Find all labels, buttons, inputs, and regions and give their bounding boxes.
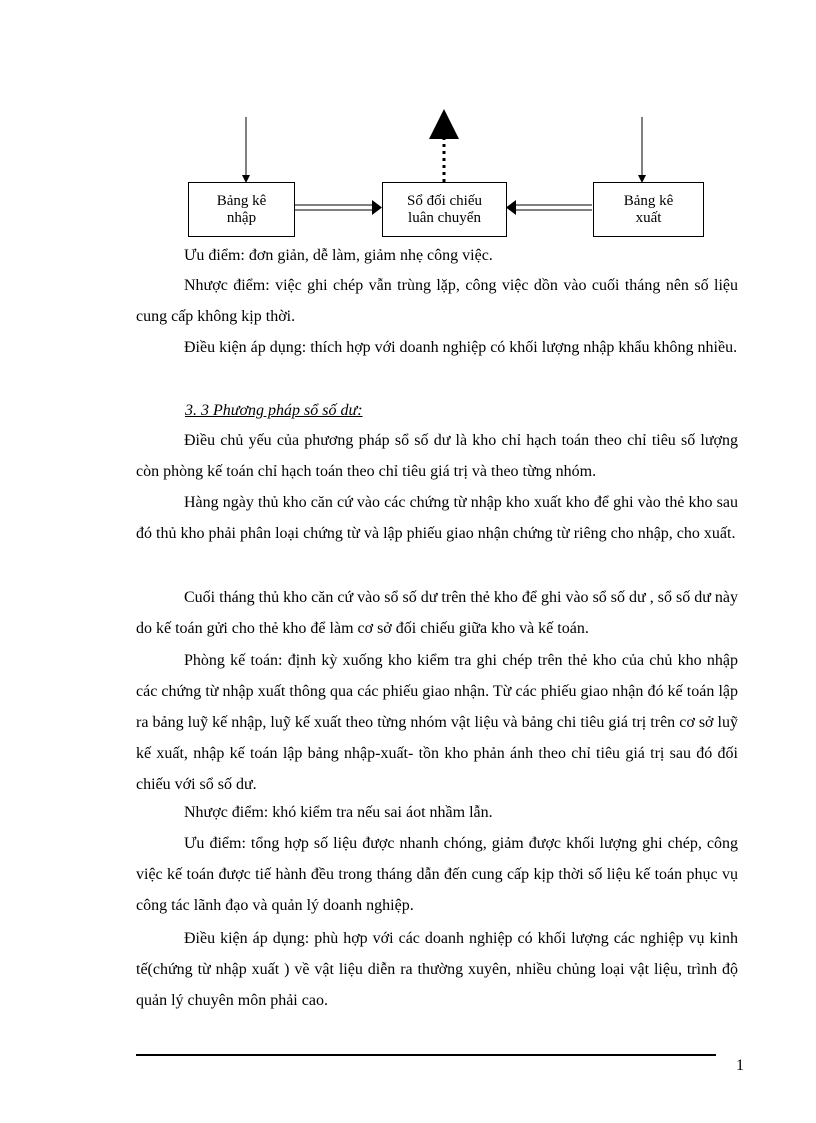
arrow-right-to-center [506, 200, 516, 215]
footer-divider [136, 1054, 716, 1056]
paragraph-accounting-dept: Phòng kế toán: định kỳ xuống kho kiểm tra ghi chép trên thẻ kho của chủ kho nhập các chứng từ nhập xuất thông qua các phiếu giao nhận. Từ các phiếu giao nhận đó kế toán lập ra bảng luỹ kế nhập, luỹ kế xuất theo từng nhóm vật liệu và bảng chi tiêu giá trị trên cơ sở luỹ kế xuất, nhập kế toán lập bảng nhập-xuất- tồn kho phản ánh theo chỉ tiêu giá trị sau đó đối chiếu với sổ số dư. [136, 652, 738, 793]
paragraph-intro: Điều chủ yếu của phương pháp sổ số dư là kho chỉ hạch toán theo chỉ tiêu số lượng còn phòng kế toán chỉ hạch toán theo chỉ tiêu giá trị và theo từng nhóm. [136, 432, 738, 480]
box-bang-ke-xuat: Bảng kê xuất [593, 182, 704, 237]
paragraph-conditions-1: Điều kiện áp dụng: thích hợp với doanh nghiệp có khối lượng nhập khẩu không nhiều. [184, 339, 738, 356]
flow-diagram [0, 0, 816, 240]
box-so-doi-chieu: Sổ đối chiếu luân chuyển [382, 182, 507, 237]
paragraph-month-end: Cuối tháng thủ kho căn cứ vào sổ số dư trên thẻ kho để ghi vào sổ số dư , sổ số dư này do kế toán gửi cho thẻ kho để làm cơ sở đối chiếu giữa kho và kế toán. [136, 589, 738, 637]
paragraph-conditions-2: Điều kiện áp dụng: phù hợp với các doanh nghiệp có khối lượng các nghiệp vụ kinh tế(chứng từ nhập xuất ) về vật liệu diễn ra thường xuyên, nhiều chủng loại vật liệu, trình độ quản lý chuyên môn phải cao. [136, 930, 738, 1009]
paragraph-daily: Hàng ngày thủ kho căn cứ vào các chứng từ nhập kho xuất kho để ghi vào thẻ kho sau đó thủ kho phải phân loại chứng từ và lập phiếu giao nhận chứng từ riêng cho nhập, cho xuất. [136, 494, 738, 542]
section-heading: 3. 3 Phương pháp sổ số dư: [185, 402, 363, 419]
paragraph-disadvantages-2: Nhược điểm: khó kiểm tra nếu sai áot nhầm lẫn. [184, 804, 493, 821]
box-bang-ke-nhap: Bảng kê nhập [188, 182, 295, 237]
paragraph-advantages-2: Ưu điểm: tổng hợp số liệu được nhanh chóng, giảm được khối lượng ghi chép, công việc kế toán được tiế hành đều trong tháng dẫn đến cung cấp kịp thời số liệu kế toán phục vụ công tác lãnh đạo và quản lý doanh nghiệp. [136, 835, 738, 914]
page-number: 1 [736, 1057, 744, 1074]
paragraph-advantages-1: Ưu điểm: đơn giản, dễ làm, giảm nhẹ công việc. [184, 247, 493, 264]
arrow-left-to-center [372, 200, 382, 215]
paragraph-disadvantages-1: Nhược điểm: việc ghi chép vẫn trùng lặp, công việc dồn vào cuối tháng nên số liệu cung cấp không kịp thời. [136, 277, 738, 325]
